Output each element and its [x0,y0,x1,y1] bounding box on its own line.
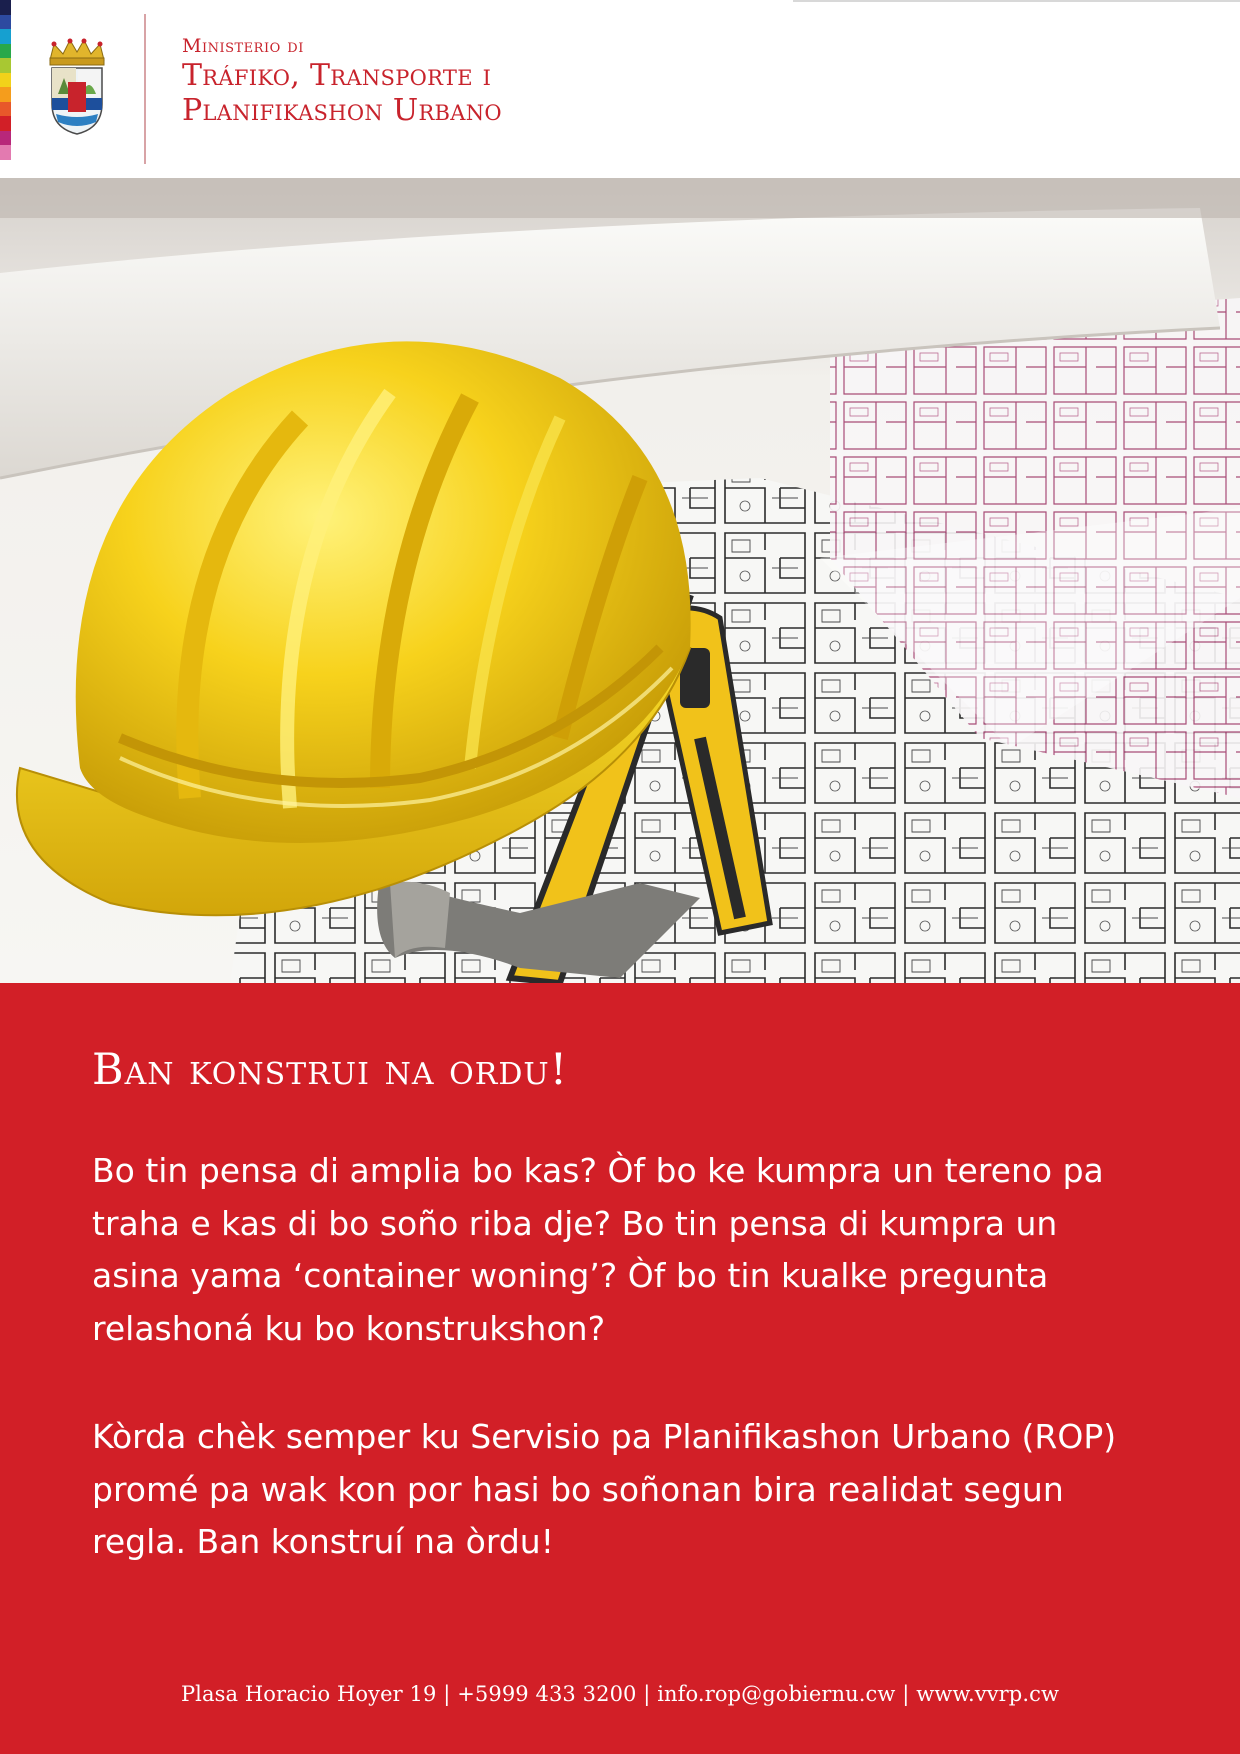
color-strip [0,0,11,160]
color-strip-segment [0,73,11,88]
color-strip-segment [0,58,11,73]
color-strip-segment [0,145,11,160]
color-strip-segment [0,87,11,102]
color-strip-segment [0,15,11,30]
ministry-line-2: Planifikashon Urbano [182,93,502,128]
color-strip-segment [0,44,11,59]
hero-photo [0,178,1240,983]
hardhat-blueprint-illustration [0,178,1240,983]
contact-footer: Plasa Horacio Hoyer 19 | +5999 433 3200 | info.rop@gobiernu.cw | www.vvrp.cw [180,1682,1060,1706]
color-strip-segment [0,102,11,117]
info-panel [0,983,1240,1754]
headline: Ban konstrui na ordu! [92,1045,568,1095]
color-strip-segment [0,0,11,15]
page-header [0,0,1240,178]
color-strip-segment [0,29,11,44]
color-strip-segment [0,131,11,146]
ministry-title [182,34,502,128]
ministry-line-1: Tráfiko, Transporte i [182,58,492,93]
advice-paragraph: Kòrda chèk semper ku Servisio pa Planifikashon Urbano (ROP) promé pa wak kon por hasi bo soñonan bira realidat segun regla. Ban konstruí na òrdu! [92,1417,1117,1561]
ministry-prefix: Ministerio di [182,35,304,57]
intro-paragraph: Bo tin pensa di amplia bo kas? Òf bo ke kumpra un tereno pa traha e kas di bo soño riba dje? Bo tin pensa di kumpra un asina yama ‘container woning’? Òf bo tin kualke pregunta relashoná ku bo konstrukshon? [92,1151,1104,1348]
top-rule [793,0,1240,2]
header-divider [144,14,146,164]
color-strip-segment [0,116,11,131]
coat-of-arms-logo [44,38,110,136]
